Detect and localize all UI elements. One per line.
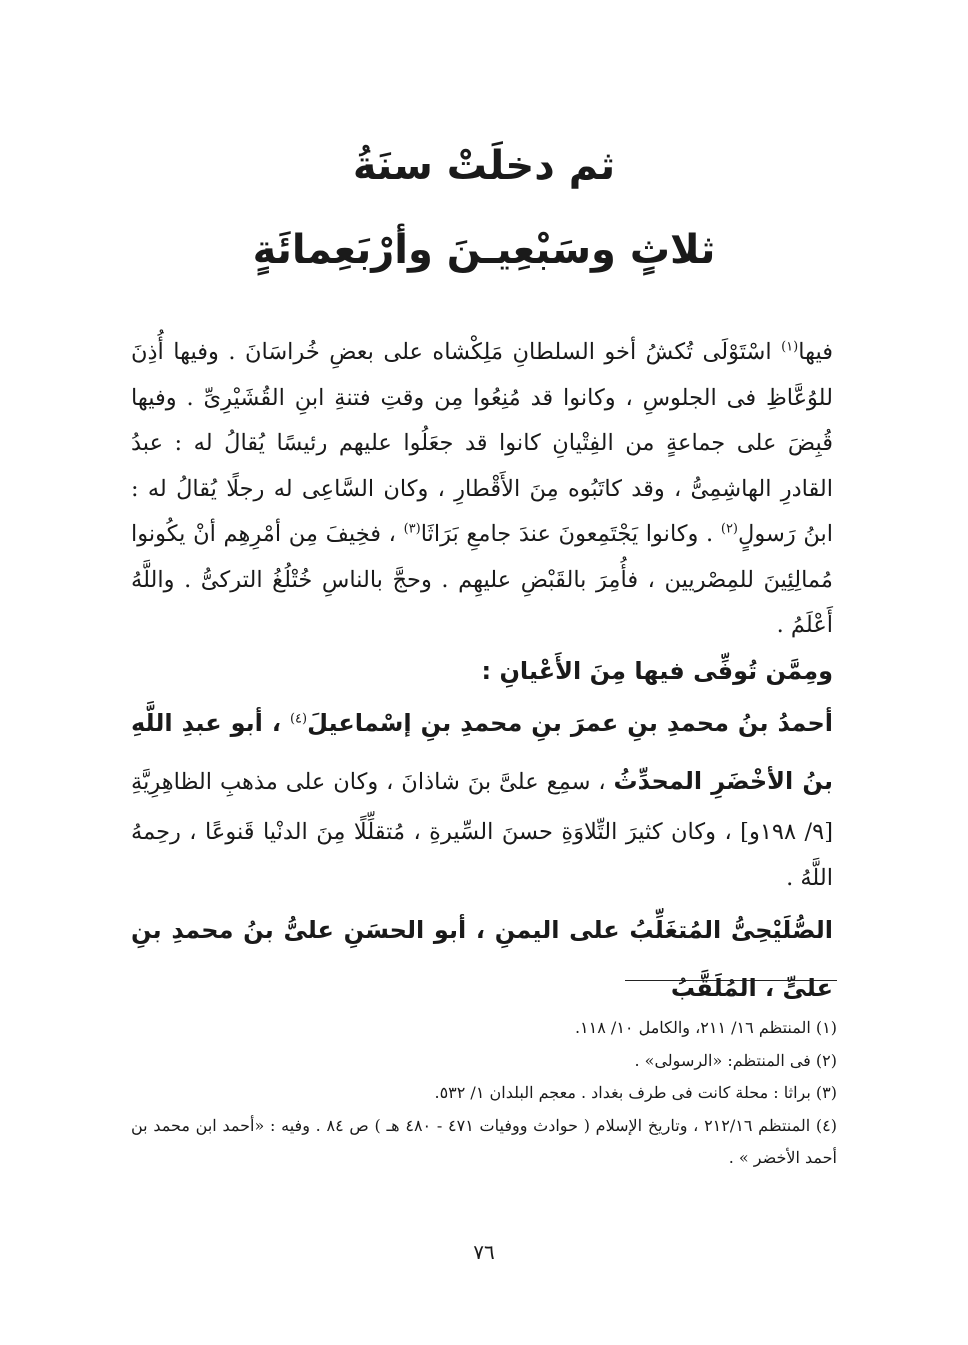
entry-1-kunya: ، أبو عبدِ اللَّهِ بنُ الأخْضَرِ المحدِّثُ <box>131 709 833 795</box>
footnote-ref-4[interactable]: (٤) <box>289 711 308 727</box>
footnote-2: (٢) فى المنتظم: «الرسولى» . <box>634 1050 837 1070</box>
biography-entry-1 <box>131 694 833 901</box>
footnote-ref-3[interactable]: (٣) <box>403 521 421 537</box>
footnote-separator <box>625 980 837 981</box>
deaths-section-heading: ومِمَّن تُوفِّى فيها مِنَ الأَعْيانِ : <box>481 656 833 685</box>
paragraph-text: اسْتَوْلَى تُكشُ أخو السلطانِ مَلِكْشاه على بعضِ خُراسَانَ . وفيها أُذِنَ للوُعَّاظِ فى الجلوسِ ، وكانوا قد مُنِعُوا مِن وقتِ فتنةِ ابنِ القُشَيْرِىِّ . وفيها قُبِضَ على جماعةٍ من الفِتْيانِ كانوا قد جعَلُوا عليهم رئيسًا يُقالُ له : عبدُ القادرِ الهاشِمِىُّ ، وقد كاتَبُوه مِنَ الأَقْطارِ ، وكان السَّاعِى له رجلًا يُقالُ له : ابنُ رَسولٍ <box>131 339 833 547</box>
footnote-1: (١) المنتظم ١٦/ ٢١١، والكامل ١٠/ ١١٨. <box>574 1018 837 1037</box>
events-paragraph <box>131 330 833 649</box>
footnote-ref-1[interactable]: (١) <box>781 339 799 355</box>
footnote-ref-2[interactable]: (٢) <box>720 521 738 537</box>
entry-1-text: ، سمِع علىَّ بنَ شاذانَ ، وكان على مذهبِ الظاهِرِيَّةِ [٩/ ١٩٨و] ، وكان كثيرَ التِّلاوَةِ حسنَ السِّيرةِ ، مُتقلِّلًا مِنَ الدنْيا قَنوعًا ، رحِمهُ اللَّهُ . <box>131 769 834 891</box>
paragraph-text-2: . وكانوا يَجْتَمِعونَ عندَ جامعِ بَرَاثَا <box>420 521 721 547</box>
biography-entry-2: الصُّلَيْحِىُّ المُتغَلِّبُ على اليمنِ ، أبو الحسَنِ علىُّ بنُ محمدِ بنِ علىٍّ ، المُلَقَّبُ <box>131 916 833 1002</box>
footnote-3: (٣) براثا : محلة كانت فى طرف بغداد . معجم البلدان ١/ ٥٣٢. <box>434 1083 837 1102</box>
footnotes <box>131 1012 837 1175</box>
paragraph-start: فيها <box>798 339 833 365</box>
main-text <box>131 330 833 1017</box>
entry-1-name: أحمدُ بنُ محمدِ بنِ عمرَ بنِ محمدِ بنِ إسْماعيلَ <box>307 709 833 737</box>
paragraph-text-3: ، فخِيفَ مِن أمْرِهِم أنْ يكُونوا مُمالِئِينَ للمِصْريين ، فأُمِرَ بالقَبْضِ عليهِم . وحجَّ بالناسِ خُتْلُغُ التركىُّ . واللَّهُ أَعْلَمُ . <box>131 521 833 638</box>
chapter-heading-line-2: ثلاثٍ وسَبْعِيـنَ وأرْبَعِمائَةٍ <box>252 227 716 273</box>
footnote-4: (٤) المنتظم ٢١٢/١٦ ، وتاريخ الإسلام ( حوادث ووفيات ٤٧١ - ٤٨٠ هـ ) ص ٨٤ . وفيه : «أحمد ابن محمد بن أحمد الأخضر » . <box>131 1115 837 1167</box>
chapter-heading-line-1: ثم دخلَتْ سنَةُ <box>352 143 616 189</box>
page-number: ٧٦ <box>473 1240 495 1264</box>
